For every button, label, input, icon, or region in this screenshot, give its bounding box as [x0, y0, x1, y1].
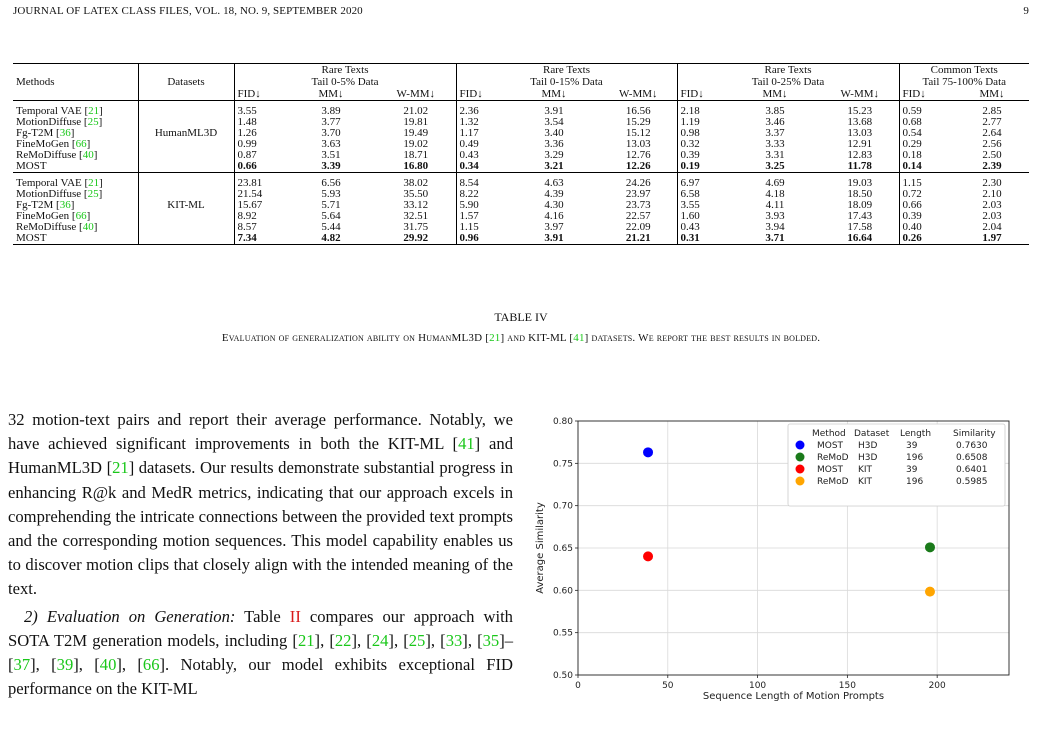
method-name: Temporal VAE [21]: [16, 177, 103, 189]
metric-header: W-MM↓: [376, 88, 456, 101]
page-number: 9: [1023, 5, 1029, 17]
value-cell: 5.44: [321, 221, 341, 233]
table-row: [13, 139, 1029, 150]
legend-cell: 0.6508: [956, 453, 988, 463]
group-subtitle: Tail 0-15% Data: [456, 76, 677, 88]
dataset-name: [138, 139, 234, 150]
value-cell: 3.55: [677, 200, 729, 211]
legend-cell: 0.5985: [956, 477, 988, 487]
value-cell: 0.66: [899, 200, 955, 211]
header-cell: [138, 88, 234, 101]
value-cell: 19.02: [403, 138, 429, 150]
value-cell: 12.26: [625, 160, 651, 172]
value-cell: 4.30: [544, 199, 564, 211]
value-cell: 0.19: [677, 161, 729, 173]
y-tick-label: 0.75: [552, 459, 573, 470]
group-subtitle: Tail 0-25% Data: [677, 76, 899, 88]
value-cell: 21.02: [403, 105, 429, 117]
x-tick-label: 150: [838, 681, 856, 691]
x-tick-label: 0: [575, 681, 581, 691]
citation-link[interactable]: 21: [297, 630, 315, 650]
metric-header: MM↓: [729, 88, 821, 101]
dataset-name: [138, 233, 234, 245]
value-cell: 5.90: [456, 200, 508, 211]
value-cell: 2.03: [982, 199, 1002, 211]
value-cell: 3.51: [321, 149, 341, 161]
table-row: [13, 178, 1029, 189]
value-cell: 5.64: [321, 210, 341, 222]
dataset-name: [138, 106, 234, 117]
legend-cell: 39: [906, 465, 918, 475]
value-cell: 19.49: [403, 127, 429, 139]
legend-cell: KIT: [858, 477, 873, 487]
citation-link[interactable]: 66: [75, 138, 87, 150]
citation-link[interactable]: 39: [56, 655, 74, 675]
data-point: [643, 551, 653, 561]
value-cell: 0.26: [899, 233, 955, 245]
header-row: [13, 88, 1029, 101]
value-cell: 0.39: [677, 150, 729, 161]
dataset-name: [138, 161, 234, 173]
value-cell: 3.93: [765, 210, 785, 222]
value-cell: 16.64: [821, 233, 899, 245]
value-cell: 23.97: [625, 188, 651, 200]
citation-link[interactable]: 40: [99, 655, 117, 675]
value-cell: 3.70: [321, 127, 341, 139]
value-cell: 18.71: [403, 149, 429, 161]
method-name: MotionDiffuse [25]: [16, 188, 103, 200]
method-name: MOST: [13, 233, 138, 245]
value-cell: 7.34: [234, 233, 286, 245]
citation-link[interactable]: 36: [59, 127, 71, 139]
citation-link[interactable]: 24: [371, 630, 389, 650]
value-cell: 2.36: [456, 106, 508, 117]
table-row: [13, 233, 1029, 245]
value-cell: 5.71: [321, 199, 341, 211]
legend-cell: ReMoD: [817, 453, 849, 463]
value-cell: 6.56: [321, 177, 341, 189]
legend-header: Dataset: [854, 429, 890, 439]
group-title: Common Texts: [899, 64, 1029, 77]
paragraph-2: 2) Evaluation on Generation: Table II compares our approach with SOTA T2M generation models, including [21], [22], [24], [25], [33], [35]–[37], [39], [40], [66]. Notably, our model exhibits exceptional FID performance on the KIT-ML: [8, 606, 514, 699]
value-cell: 1.15: [899, 178, 955, 189]
table-row: [13, 128, 1029, 139]
legend-marker: [796, 441, 805, 450]
value-cell: 3.29: [544, 149, 564, 161]
value-cell: 0.49: [456, 139, 508, 150]
value-cell: 11.78: [847, 160, 872, 172]
value-cell: 16.56: [625, 105, 651, 117]
value-cell: 29.92: [376, 233, 456, 245]
legend-cell: H3D: [858, 453, 878, 463]
legend-cell: 0.6401: [956, 465, 988, 475]
dataset-name: HumanML3D: [138, 128, 234, 139]
similarity-scatter-chart: [532, 408, 1032, 708]
value-cell: 0.40: [899, 222, 955, 233]
value-cell: 3.55: [234, 106, 286, 117]
table-row: [13, 200, 1029, 211]
legend-cell: 196: [906, 477, 924, 487]
value-cell: 21.54: [234, 189, 286, 200]
method-name: FineMoGen [66]: [16, 210, 91, 222]
value-cell: 23.73: [625, 199, 651, 211]
running-header: [13, 5, 1029, 21]
metric-header: FID↓: [899, 88, 955, 101]
value-cell: 8.22: [456, 189, 508, 200]
value-cell: 18.09: [847, 199, 873, 211]
legend-header: Length: [900, 429, 932, 439]
value-cell: 13.68: [847, 116, 873, 128]
value-cell: 4.11: [765, 199, 785, 211]
value-cell: 15.67: [234, 200, 286, 211]
legend-cell: H3D: [858, 441, 878, 451]
x-axis-label: Sequence Length of Motion Prompts: [702, 691, 885, 702]
value-cell: 0.43: [456, 150, 508, 161]
journal-title: JOURNAL OF LATEX CLASS FILES, VOL. 18, NO. 9, SEPTEMBER 2020: [13, 5, 363, 17]
value-cell: 18.50: [847, 188, 873, 200]
value-cell: 0.34: [456, 161, 508, 173]
citation-link[interactable]: 21: [88, 105, 100, 117]
value-cell: 0.72: [899, 189, 955, 200]
value-cell: 1.32: [456, 117, 508, 128]
value-cell: 2.77: [982, 116, 1002, 128]
value-cell: 4.63: [544, 177, 564, 189]
value-cell: 3.40: [544, 127, 564, 139]
data-point: [643, 447, 653, 457]
value-cell: 1.26: [234, 128, 286, 139]
method-name: MotionDiffuse [25]: [16, 116, 103, 128]
value-cell: 12.91: [847, 138, 873, 150]
value-cell: 3.25: [765, 160, 785, 172]
header-cell: [13, 64, 138, 77]
value-cell: 6.97: [677, 178, 729, 189]
table-row: [13, 222, 1029, 233]
citation-link[interactable]: 66: [142, 655, 160, 675]
value-cell: 0.68: [899, 117, 955, 128]
value-cell: 3.36: [544, 138, 564, 150]
value-cell: 2.30: [982, 177, 1002, 189]
legend-cell: 39: [906, 441, 918, 451]
dataset-name: [138, 211, 234, 222]
method-name: ReMoDiffuse [40]: [16, 149, 98, 161]
value-cell: 1.17: [456, 128, 508, 139]
metric-header: MM↓: [955, 88, 1029, 101]
legend-marker: [796, 453, 805, 462]
value-cell: 6.58: [677, 189, 729, 200]
citation-link[interactable]: 33: [445, 630, 463, 650]
value-cell: 3.94: [765, 221, 785, 233]
data-point: [925, 542, 935, 552]
table-row: [13, 161, 1029, 173]
table-row: [13, 189, 1029, 200]
paragraph-1: 32 motion-text pairs and report their average performance. Notably, we have achieved significant improvements in both the KIT-ML [41] and HumanML3D [21] datasets. Our results demonstrate substantial progress in enhancing R@k and MedR metrics, indicating that our approach excels in comprehending the intricate connections between the provided text prompts and the corresponding motion sequences. This model capability enables us to discover motion clips that closely align with the intended meaning of the text.: [8, 410, 513, 599]
value-cell: 0.29: [899, 139, 955, 150]
value-cell: 2.50: [982, 149, 1002, 161]
x-tick-label: 50: [662, 681, 674, 691]
table-row: [13, 211, 1029, 222]
y-tick-label: 0.80: [552, 417, 573, 427]
value-cell: 32.51: [403, 210, 429, 222]
value-cell: 3.21: [544, 160, 564, 172]
value-cell: 21.21: [600, 233, 677, 245]
value-cell: 35.50: [403, 188, 429, 200]
value-cell: 0.96: [456, 233, 508, 245]
value-cell: 3.33: [765, 138, 785, 150]
value-cell: 0.43: [677, 222, 729, 233]
dataset-name: [138, 222, 234, 233]
header-cell: [13, 88, 138, 101]
value-cell: 3.31: [765, 149, 785, 161]
value-cell: 3.63: [321, 138, 341, 150]
value-cell: 38.02: [403, 177, 429, 189]
legend-header: Similarity: [953, 429, 996, 439]
value-cell: 2.56: [982, 138, 1002, 150]
value-cell: 12.76: [625, 149, 651, 161]
value-cell: 8.92: [234, 211, 286, 222]
legend-cell: 196: [906, 453, 924, 463]
citation-link[interactable]: 21: [88, 177, 100, 189]
value-cell: 2.10: [982, 188, 1002, 200]
value-cell: 17.58: [847, 221, 873, 233]
value-cell: 4.39: [544, 188, 564, 200]
legend-cell: KIT: [858, 465, 873, 475]
metric-header: FID↓: [456, 88, 508, 101]
citation-link[interactable]: 37: [13, 655, 31, 675]
metric-header: FID↓: [677, 88, 729, 101]
value-cell: 1.19: [677, 117, 729, 128]
legend-marker: [796, 465, 805, 474]
metric-header: FID↓: [234, 88, 286, 101]
citation-link[interactable]: 25: [87, 116, 99, 128]
value-cell: 3.37: [765, 127, 785, 139]
dataset-name: [138, 178, 234, 189]
value-cell: 1.60: [677, 211, 729, 222]
legend-marker: [796, 477, 805, 486]
header-row: [13, 64, 1029, 77]
value-cell: 5.93: [321, 188, 341, 200]
x-tick-label: 200: [928, 681, 946, 691]
value-cell: 2.64: [982, 127, 1002, 139]
results-table: [13, 63, 1029, 245]
value-cell: 4.82: [286, 233, 376, 245]
value-cell: 3.46: [765, 116, 785, 128]
y-axis-label: Average Similarity: [535, 502, 546, 594]
value-cell: 1.97: [955, 233, 1029, 245]
value-cell: 22.09: [625, 221, 651, 233]
metric-header: MM↓: [286, 88, 376, 101]
legend-cell: MOST: [817, 441, 844, 451]
value-cell: 1.48: [234, 117, 286, 128]
legend-cell: 0.7630: [956, 441, 988, 451]
value-cell: 2.03: [982, 210, 1002, 222]
section-heading: 2) Evaluation on Generation:: [24, 606, 236, 626]
citation-link[interactable]: 40: [82, 221, 94, 233]
group-title: Rare Texts: [456, 64, 677, 77]
value-cell: 15.29: [625, 116, 651, 128]
value-cell: 13.03: [625, 138, 651, 150]
table-row: [13, 106, 1029, 117]
col-methods: Methods: [16, 75, 55, 88]
legend-cell: MOST: [817, 465, 844, 475]
value-cell: 3.54: [544, 116, 564, 128]
value-cell: 4.18: [765, 188, 785, 200]
value-cell: 0.54: [899, 128, 955, 139]
value-cell: 8.54: [456, 178, 508, 189]
value-cell: 0.14: [899, 161, 955, 173]
method-name: FineMoGen [66]: [16, 138, 91, 150]
group-subtitle: Tail 75-100% Data: [899, 76, 1029, 88]
value-cell: 17.43: [847, 210, 873, 222]
value-cell: 0.98: [677, 128, 729, 139]
value-cell: 12.83: [847, 149, 873, 161]
value-cell: 2.85: [982, 105, 1002, 117]
value-cell: 3.85: [765, 105, 785, 117]
value-cell: 2.39: [982, 160, 1002, 172]
value-cell: 23.81: [234, 178, 286, 189]
value-cell: 0.87: [234, 150, 286, 161]
citation-link[interactable]: 25: [408, 630, 426, 650]
value-cell: 3.97: [544, 221, 564, 233]
metric-header: MM↓: [508, 88, 600, 101]
y-tick-label: 0.60: [552, 586, 573, 597]
value-cell: 19.81: [403, 116, 429, 128]
value-cell: 3.89: [321, 105, 341, 117]
value-cell: 19.03: [847, 177, 873, 189]
method-name: MOST: [16, 160, 47, 172]
value-cell: 8.57: [234, 222, 286, 233]
value-cell: 16.80: [403, 160, 429, 172]
value-cell: 33.12: [403, 199, 429, 211]
citation-link[interactable]: 35: [482, 630, 500, 650]
method-name: ReMoDiffuse [40]: [16, 221, 98, 233]
metric-header: W-MM↓: [821, 88, 899, 101]
value-cell: 15.23: [847, 105, 873, 117]
legend-header: Method: [812, 429, 846, 439]
citation-link[interactable]: 21: [112, 458, 129, 478]
value-cell: 0.32: [677, 139, 729, 150]
value-cell: 3.77: [321, 116, 341, 128]
value-cell: 1.15: [456, 222, 508, 233]
value-cell: 3.39: [321, 160, 341, 172]
value-cell: 0.31: [677, 233, 729, 245]
body-text: [8, 408, 513, 701]
metric-header: W-MM↓: [600, 88, 677, 101]
value-cell: 3.91: [544, 105, 564, 117]
y-tick-label: 0.65: [552, 544, 573, 554]
header-cell: [138, 64, 234, 77]
citation-link[interactable]: 25: [87, 188, 99, 200]
dataset-name: [138, 150, 234, 161]
value-cell: 13.03: [847, 127, 873, 139]
value-cell: 3.91: [508, 233, 600, 245]
y-tick-label: 0.70: [552, 501, 573, 512]
value-cell: 24.26: [625, 177, 651, 189]
y-tick-label: 0.55: [552, 628, 573, 639]
value-cell: 4.16: [544, 210, 564, 222]
value-cell: 31.75: [403, 221, 429, 233]
value-cell: 22.57: [625, 210, 651, 222]
value-cell: 4.69: [765, 177, 785, 189]
chart-svg: [532, 408, 1032, 708]
value-cell: 15.12: [625, 127, 651, 139]
group-subtitle: Tail 0-5% Data: [234, 76, 456, 88]
citation-link[interactable]: 22: [334, 630, 352, 650]
value-cell: 0.59: [899, 106, 955, 117]
value-cell: 0.99: [234, 139, 286, 150]
method-name: Temporal VAE [21]: [16, 105, 103, 117]
value-cell: 2.18: [677, 106, 729, 117]
dataset-name: KIT-ML: [138, 200, 234, 211]
table-caption: Evaluation of generalization ability on HumanML3D [21] and KIT-ML [41] datasets. We report the best results in bolded.: [221, 332, 821, 344]
group-title: Rare Texts: [677, 64, 899, 77]
group-title: Rare Texts: [234, 64, 456, 77]
x-tick-label: 100: [748, 681, 767, 691]
citation-link[interactable]: 36: [59, 199, 71, 211]
citation-link[interactable]: 66: [75, 210, 87, 222]
col-datasets: Datasets: [138, 76, 234, 88]
method-name: Fg-T2M [36]: [16, 199, 75, 211]
value-cell: 0.39: [899, 211, 955, 222]
method-name: Fg-T2M [36]: [16, 127, 75, 139]
table-row: [13, 150, 1029, 161]
table-label: TABLE IV: [494, 310, 548, 324]
value-cell: 2.04: [982, 221, 1002, 233]
citation-link[interactable]: 40: [82, 149, 94, 161]
value-cell: 0.18: [899, 150, 955, 161]
citation-link[interactable]: 41: [458, 434, 475, 454]
value-cell: 0.66: [234, 161, 286, 173]
data-point: [925, 587, 935, 597]
y-tick-label: 0.50: [552, 671, 573, 681]
legend-cell: ReMoD: [817, 477, 849, 487]
header-row: [13, 76, 1029, 88]
value-cell: 3.71: [729, 233, 821, 245]
value-cell: 1.57: [456, 211, 508, 222]
